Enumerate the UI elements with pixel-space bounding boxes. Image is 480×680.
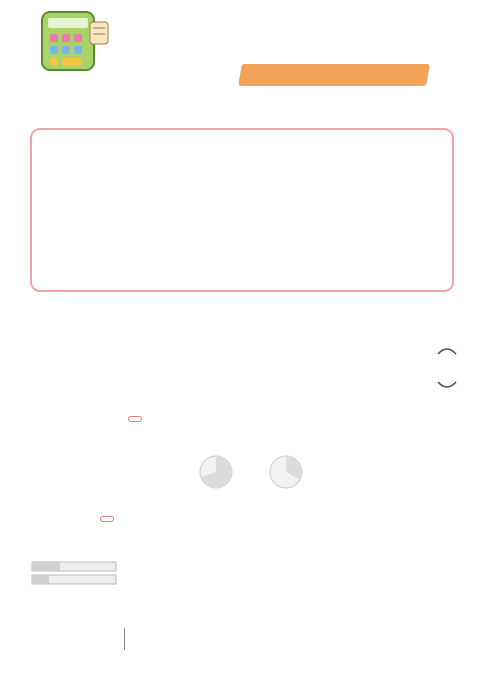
fraction-wall [92, 156, 176, 286]
multiply-arrows-icon [432, 342, 462, 394]
fraction-wall-thirds [381, 156, 415, 200]
rule-box-numerators [128, 416, 142, 422]
example-blocks [310, 298, 414, 330]
fraction-wall-quarters [280, 250, 306, 284]
multiply-diagram [430, 332, 464, 404]
pie-comparison [196, 452, 306, 492]
page-header [0, 0, 480, 92]
strip-comparison [30, 560, 120, 586]
divider [124, 628, 125, 650]
rule-box-denominators [100, 516, 114, 522]
calculator-mascot-icon [34, 6, 112, 76]
lesson-badge [238, 64, 430, 86]
fraction-wall-halves [270, 156, 318, 230]
fraction-wall-fifths [388, 250, 406, 284]
title-box [116, 8, 452, 68]
